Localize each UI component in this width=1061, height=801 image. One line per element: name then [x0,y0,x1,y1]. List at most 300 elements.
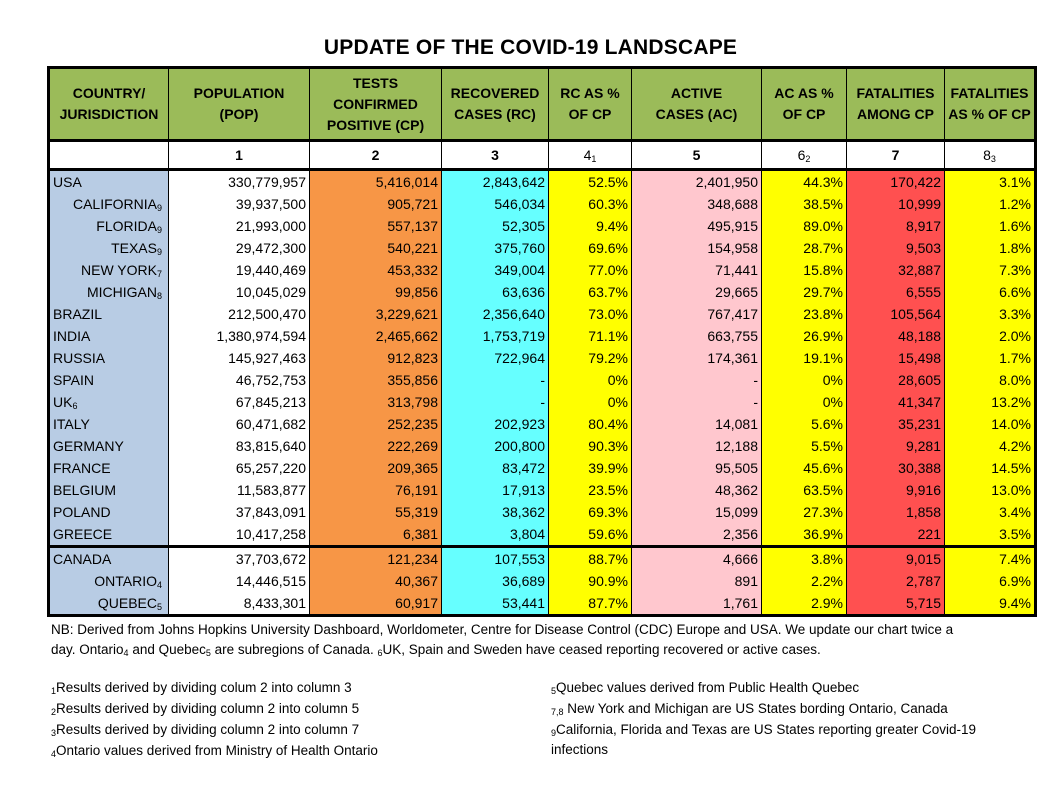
table-row [49,413,1036,435]
population-cell: 37,843,091 [169,501,310,523]
fatalities-cell: 105,564 [847,303,945,325]
confirmed-positive-cell: 121,234 [310,547,442,571]
country-footnote-ref: 4 [156,579,162,590]
country-cell [49,501,169,523]
recovered-cell: 17,913 [442,479,549,501]
confirmed-positive-cell: 252,235 [310,413,442,435]
recovered-cell: 546,034 [442,193,549,215]
confirmed-positive-cell: 99,856 [310,281,442,303]
recovered-percent-cell: 69.3% [549,501,632,523]
table-row [49,391,1036,413]
country-cell [49,570,169,592]
header-row [49,68,1036,141]
country-footnote-ref: 5 [156,601,162,612]
notes-line-2: day. Ontario$_4$ and Quebec$_5$ are subregions of Canada. $_6$UK, Spain and Sweden have ceased reporting recovered or active cases. [51,642,821,658]
country-cell [49,170,169,194]
recovered-percent-cell: 73.0% [549,303,632,325]
column-number [442,141,549,170]
table-row [49,281,1036,303]
population-cell: 10,045,029 [169,281,310,303]
recovered-cell: 107,553 [442,547,549,571]
country-cell [49,325,169,347]
active-cases-cell: 767,417 [632,303,762,325]
column-header-line: OF CP [568,106,612,122]
active-percent-cell: 63.5% [762,479,847,501]
country-cell [49,435,169,457]
fatalities-percent-cell: 14.5% [945,457,1036,479]
fatalities-percent-cell: 13.2% [945,391,1036,413]
column-number-text: 6 [797,146,806,163]
table-row [49,435,1036,457]
column-header-line: (POP) [219,106,259,122]
population-cell: 8,433,301 [169,592,310,616]
fatalities-cell: 9,503 [847,237,945,259]
table-row [49,369,1036,391]
active-cases-cell: 495,915 [632,215,762,237]
country-cell [49,347,169,369]
population-cell: 46,752,753 [169,369,310,391]
confirmed-positive-cell: 76,191 [310,479,442,501]
country-footnote-ref: 7 [156,268,162,279]
footnote [51,699,359,722]
active-percent-cell: 27.3% [762,501,847,523]
country-name: SPAIN [53,372,94,388]
country-cell [49,592,169,616]
country-name: TEXAS [111,239,157,256]
column-number [945,141,1036,170]
recovered-cell: 349,004 [442,259,549,281]
fatalities-percent-cell: 7.4% [945,547,1036,571]
recovered-percent-cell: 69.6% [549,237,632,259]
country-name: NEW YORK [81,261,157,278]
recovered-percent-cell: 59.6% [549,523,632,547]
fatalities-cell: 28,605 [847,369,945,391]
country-footnote-ref: 9 [156,224,162,235]
country-name: CANADA [53,551,112,567]
country-name: BRAZIL [53,306,103,322]
table-row [49,193,1036,215]
country-cell [49,193,169,215]
recovered-cell: 52,305 [442,215,549,237]
confirmed-positive-cell: 540,221 [310,237,442,259]
recovered-cell: 202,923 [442,413,549,435]
confirmed-positive-cell: 5,416,014 [310,170,442,194]
page-title: UPDATE OF THE COVID-19 LANDSCAPE [323,36,738,59]
fatalities-percent-cell: 13.0% [945,479,1036,501]
table-row [49,501,1036,523]
column-number [549,141,632,170]
column-header [945,68,1036,141]
footnote-marker: 9 [551,728,557,738]
active-cases-cell: - [632,369,762,391]
table-row [49,547,1036,571]
column-header [49,68,169,141]
column-header [169,68,310,141]
recovered-cell: 375,760 [442,237,549,259]
fatalities-percent-cell: 3.4% [945,501,1036,523]
population-cell: 39,937,500 [169,193,310,215]
footnote-text: infections [551,742,609,757]
column-header [310,68,442,141]
recovered-percent-cell: 88.7% [549,547,632,571]
confirmed-positive-cell: 60,917 [310,592,442,616]
recovered-cell: 83,472 [442,457,549,479]
footnote-text: Results derived by dividing column 2 into column 7 [56,722,360,737]
column-header [632,68,762,141]
column-header [847,68,945,141]
active-percent-cell: 89.0% [762,215,847,237]
active-percent-cell: 5.5% [762,435,847,457]
footnote-marker: 4 [51,749,57,759]
column-number-subscript: 1 [591,153,597,164]
recovered-percent-cell: 0% [549,369,632,391]
column-number-text: 5 [692,147,701,163]
recovered-cell: 2,843,642 [442,170,549,194]
population-cell: 10,417,258 [169,523,310,547]
column-number-row [49,141,1036,170]
footnote-text: California, Florida and Texas are US States reporting greater Covid-19 [556,722,976,737]
recovered-cell: 3,804 [442,523,549,547]
column-number-text: 3 [491,147,499,163]
recovered-percent-cell: 23.5% [549,479,632,501]
country-name: INDIA [53,328,91,344]
table-row [49,170,1036,194]
column-number-text: 8 [983,146,991,163]
fatalities-cell: 5,715 [847,592,945,616]
country-name: QUEBEC [97,594,157,611]
footnote-marker: 1 [51,686,57,696]
column-header-line: TESTS [352,74,399,91]
fatalities-percent-cell: 8.0% [945,369,1036,391]
fatalities-percent-cell: 3.3% [945,303,1036,325]
column-number [49,141,169,170]
country-cell [49,369,169,391]
recovered-percent-cell: 90.9% [549,570,632,592]
column-header-line: POSITIVE (CP) [326,116,425,133]
active-percent-cell: 26.9% [762,325,847,347]
country-name: FRANCE [53,460,111,476]
country-name: USA [53,174,82,190]
column-header-line: AS % OF CP [948,106,1031,122]
column-header [442,68,549,141]
active-cases-cell: 15,099 [632,501,762,523]
country-name: RUSSIA [53,350,106,366]
country-name: ONTARIO [94,572,157,589]
column-number-subscript: 2 [805,153,811,164]
fatalities-cell: 41,347 [847,391,945,413]
footnote-text: Results derived by dividing colum 2 into column 3 [56,680,352,695]
confirmed-positive-cell: 55,319 [310,501,442,523]
column-header [762,68,847,141]
population-cell: 37,703,672 [169,547,310,571]
column-header-line: COUNTRY/ [72,85,146,101]
column-number [169,141,310,170]
active-cases-cell: 154,958 [632,237,762,259]
column-header-line: JURISDICTION [59,106,159,122]
confirmed-positive-cell: 905,721 [310,193,442,215]
column-number [847,141,945,170]
country-name: FLORIDA [96,217,157,234]
confirmed-positive-cell: 222,269 [310,435,442,457]
recovered-percent-cell: 90.3% [549,435,632,457]
fatalities-percent-cell: 6.6% [945,281,1036,303]
recovered-cell: - [442,391,549,413]
country-name: MICHIGAN [86,283,157,300]
recovered-cell: - [442,369,549,391]
fatalities-cell: 6,555 [847,281,945,303]
covid-table [47,66,1037,617]
recovered-percent-cell: 60.3% [549,193,632,215]
active-cases-cell: 663,755 [632,325,762,347]
table-row [49,215,1036,237]
population-cell: 14,446,515 [169,570,310,592]
recovered-cell: 1,753,719 [442,325,549,347]
recovered-percent-cell: 63.7% [549,281,632,303]
fatalities-cell: 2,787 [847,570,945,592]
active-cases-cell: 174,361 [632,347,762,369]
population-cell: 29,472,300 [169,237,310,259]
recovered-cell: 38,362 [442,501,549,523]
footnote [51,720,359,743]
notes-line-1: NB: Derived from Johns Hopkins University Dashboard, Worldometer, Centre for Disease Control (CDC) Europe and USA. We update our chart twice a [51,622,954,637]
population-cell: 19,440,469 [169,259,310,281]
fatalities-percent-cell: 14.0% [945,413,1036,435]
population-cell: 145,927,463 [169,347,310,369]
population-cell: 330,779,957 [169,170,310,194]
footnote [551,699,1011,722]
country-cell [49,259,169,281]
fatalities-cell: 35,231 [847,413,945,435]
active-cases-cell: 95,505 [632,457,762,479]
country-name: ITALY [53,416,90,432]
confirmed-positive-cell: 2,465,662 [310,325,442,347]
column-number-text: 1 [235,147,243,163]
table-row [49,347,1036,369]
column-number-text: 2 [371,147,380,163]
fatalities-percent-cell: 3.5% [945,523,1036,547]
recovered-percent-cell: 71.1% [549,325,632,347]
country-name: CALIFORNIA [72,195,157,212]
active-cases-cell: 4,666 [632,547,762,571]
country-name: UK [53,393,73,410]
recovered-cell: 200,800 [442,435,549,457]
table-row [49,523,1036,547]
country-cell [49,547,169,571]
footnote-marker: 2 [51,707,57,717]
footnote-marker: 5 [551,686,557,696]
confirmed-positive-cell: 40,367 [310,570,442,592]
active-percent-cell: 19.1% [762,347,847,369]
population-cell: 67,845,213 [169,391,310,413]
confirmed-positive-cell: 209,365 [310,457,442,479]
country-cell [49,391,169,413]
population-cell: 212,500,470 [169,303,310,325]
recovered-percent-cell: 39.9% [549,457,632,479]
column-header-line: RECOVERED [450,85,540,101]
active-cases-cell: 29,665 [632,281,762,303]
column-number-text: 7 [891,147,900,163]
country-name: POLAND [53,504,111,520]
recovered-cell: 722,964 [442,347,549,369]
active-percent-cell: 45.6% [762,457,847,479]
country-name: GERMANY [53,438,124,454]
column-header [549,68,632,141]
population-cell: 11,583,877 [169,479,310,501]
footnote [551,678,1011,701]
confirmed-positive-cell: 453,332 [310,259,442,281]
column-header-line: RC AS % [560,85,620,101]
fatalities-percent-cell: 6.9% [945,570,1036,592]
active-percent-cell: 0% [762,369,847,391]
population-cell: 65,257,220 [169,457,310,479]
confirmed-positive-cell: 6,381 [310,523,442,547]
active-percent-cell: 5.6% [762,413,847,435]
active-percent-cell: 15.8% [762,259,847,281]
confirmed-positive-cell: 557,137 [310,215,442,237]
fatalities-cell: 9,015 [847,547,945,571]
column-header-line: CONFIRMED [333,95,418,112]
column-header-line: AMONG CP [857,106,934,122]
fatalities-percent-cell: 4.2% [945,435,1036,457]
column-header-line: CASES (AC) [655,106,738,122]
active-cases-cell: - [632,391,762,413]
country-footnote-ref: 9 [156,246,162,257]
active-cases-cell: 891 [632,570,762,592]
fatalities-cell: 1,858 [847,501,945,523]
country-footnote-ref: 9 [156,202,162,213]
column-header-line: FATALITIES [856,85,935,101]
table-row [49,303,1036,325]
active-cases-cell: 14,081 [632,413,762,435]
recovered-cell: 2,356,640 [442,303,549,325]
table-row [49,259,1036,281]
fatalities-percent-cell: 1.2% [945,193,1036,215]
table-row [49,237,1036,259]
table-row [49,325,1036,347]
column-header-line: CASES (RC) [454,106,536,122]
footnote [51,741,378,764]
active-percent-cell: 2.2% [762,570,847,592]
footnote-text: New York and Michigan are US States bording Ontario, Canada [563,701,948,716]
recovered-cell: 53,441 [442,592,549,616]
column-number-text: 4 [583,146,592,163]
fatalities-percent-cell: 7.3% [945,259,1036,281]
fatalities-percent-cell: 3.1% [945,170,1036,194]
active-percent-cell: 2.9% [762,592,847,616]
active-percent-cell: 23.8% [762,303,847,325]
active-cases-cell: 2,401,950 [632,170,762,194]
footnote [51,678,352,701]
active-percent-cell: 29.7% [762,281,847,303]
country-cell [49,457,169,479]
population-cell: 83,815,640 [169,435,310,457]
recovered-percent-cell: 52.5% [549,170,632,194]
table-row [49,592,1036,616]
fatalities-percent-cell: 1.7% [945,347,1036,369]
country-cell [49,523,169,547]
fatalities-percent-cell: 9.4% [945,592,1036,616]
fatalities-percent-cell: 1.6% [945,215,1036,237]
confirmed-positive-cell: 912,823 [310,347,442,369]
country-cell [49,215,169,237]
fatalities-cell: 48,188 [847,325,945,347]
active-percent-cell: 3.8% [762,547,847,571]
column-header-line: OF CP [782,106,826,122]
fatalities-cell: 15,498 [847,347,945,369]
country-cell [49,237,169,259]
country-cell [49,303,169,325]
country-cell [49,281,169,303]
country-name: BELGIUM [53,482,117,498]
fatalities-cell: 30,388 [847,457,945,479]
recovered-percent-cell: 87.7% [549,592,632,616]
population-cell: 21,993,000 [169,215,310,237]
recovered-cell: 63,636 [442,281,549,303]
recovered-percent-cell: 0% [549,391,632,413]
active-percent-cell: 28.7% [762,237,847,259]
fatalities-cell: 32,887 [847,259,945,281]
fatalities-percent-cell: 1.8% [945,237,1036,259]
active-cases-cell: 71,441 [632,259,762,281]
active-cases-cell: 348,688 [632,193,762,215]
country-cell [49,413,169,435]
column-header-line: POPULATION [193,85,285,101]
column-number [632,141,762,170]
recovered-percent-cell: 77.0% [549,259,632,281]
recovered-percent-cell: 9.4% [549,215,632,237]
active-cases-cell: 2,356 [632,523,762,547]
fatalities-cell: 9,281 [847,435,945,457]
footnote [551,740,1011,760]
confirmed-positive-cell: 3,229,621 [310,303,442,325]
confirmed-positive-cell: 355,856 [310,369,442,391]
column-header-line: FATALITIES [950,85,1029,101]
active-cases-cell: 48,362 [632,479,762,501]
fatalities-percent-cell: 2.0% [945,325,1036,347]
active-percent-cell: 38.5% [762,193,847,215]
table-row [49,570,1036,592]
recovered-percent-cell: 80.4% [549,413,632,435]
column-number [310,141,442,170]
footnote-text: Ontario values derived from Ministry of Health Ontario [56,743,378,758]
column-header-line: AC AS % [774,85,834,101]
column-header-line: ACTIVE [670,85,723,101]
recovered-cell: 36,689 [442,570,549,592]
column-number-subscript: 3 [990,153,996,164]
fatalities-cell: 221 [847,523,945,547]
country-name: GREECE [53,526,113,542]
footnote-marker: 3 [51,728,57,738]
column-number [762,141,847,170]
fatalities-cell: 9,916 [847,479,945,501]
footnote-text: Results derived by dividing column 2 into column 5 [56,701,360,716]
country-footnote-ref: 8 [156,290,162,301]
active-percent-cell: 36.9% [762,523,847,547]
fatalities-cell: 10,999 [847,193,945,215]
country-cell [49,479,169,501]
table-row [49,457,1036,479]
fatalities-cell: 8,917 [847,215,945,237]
active-cases-cell: 1,761 [632,592,762,616]
notes-paragraph [51,620,1011,663]
population-cell: 1,380,974,594 [169,325,310,347]
footnote-text: Quebec values derived from Public Health Quebec [556,680,860,695]
footnote-marker: 7,8 [551,707,564,717]
active-cases-cell: 12,188 [632,435,762,457]
table-row [49,479,1036,501]
recovered-percent-cell: 79.2% [549,347,632,369]
confirmed-positive-cell: 313,798 [310,391,442,413]
